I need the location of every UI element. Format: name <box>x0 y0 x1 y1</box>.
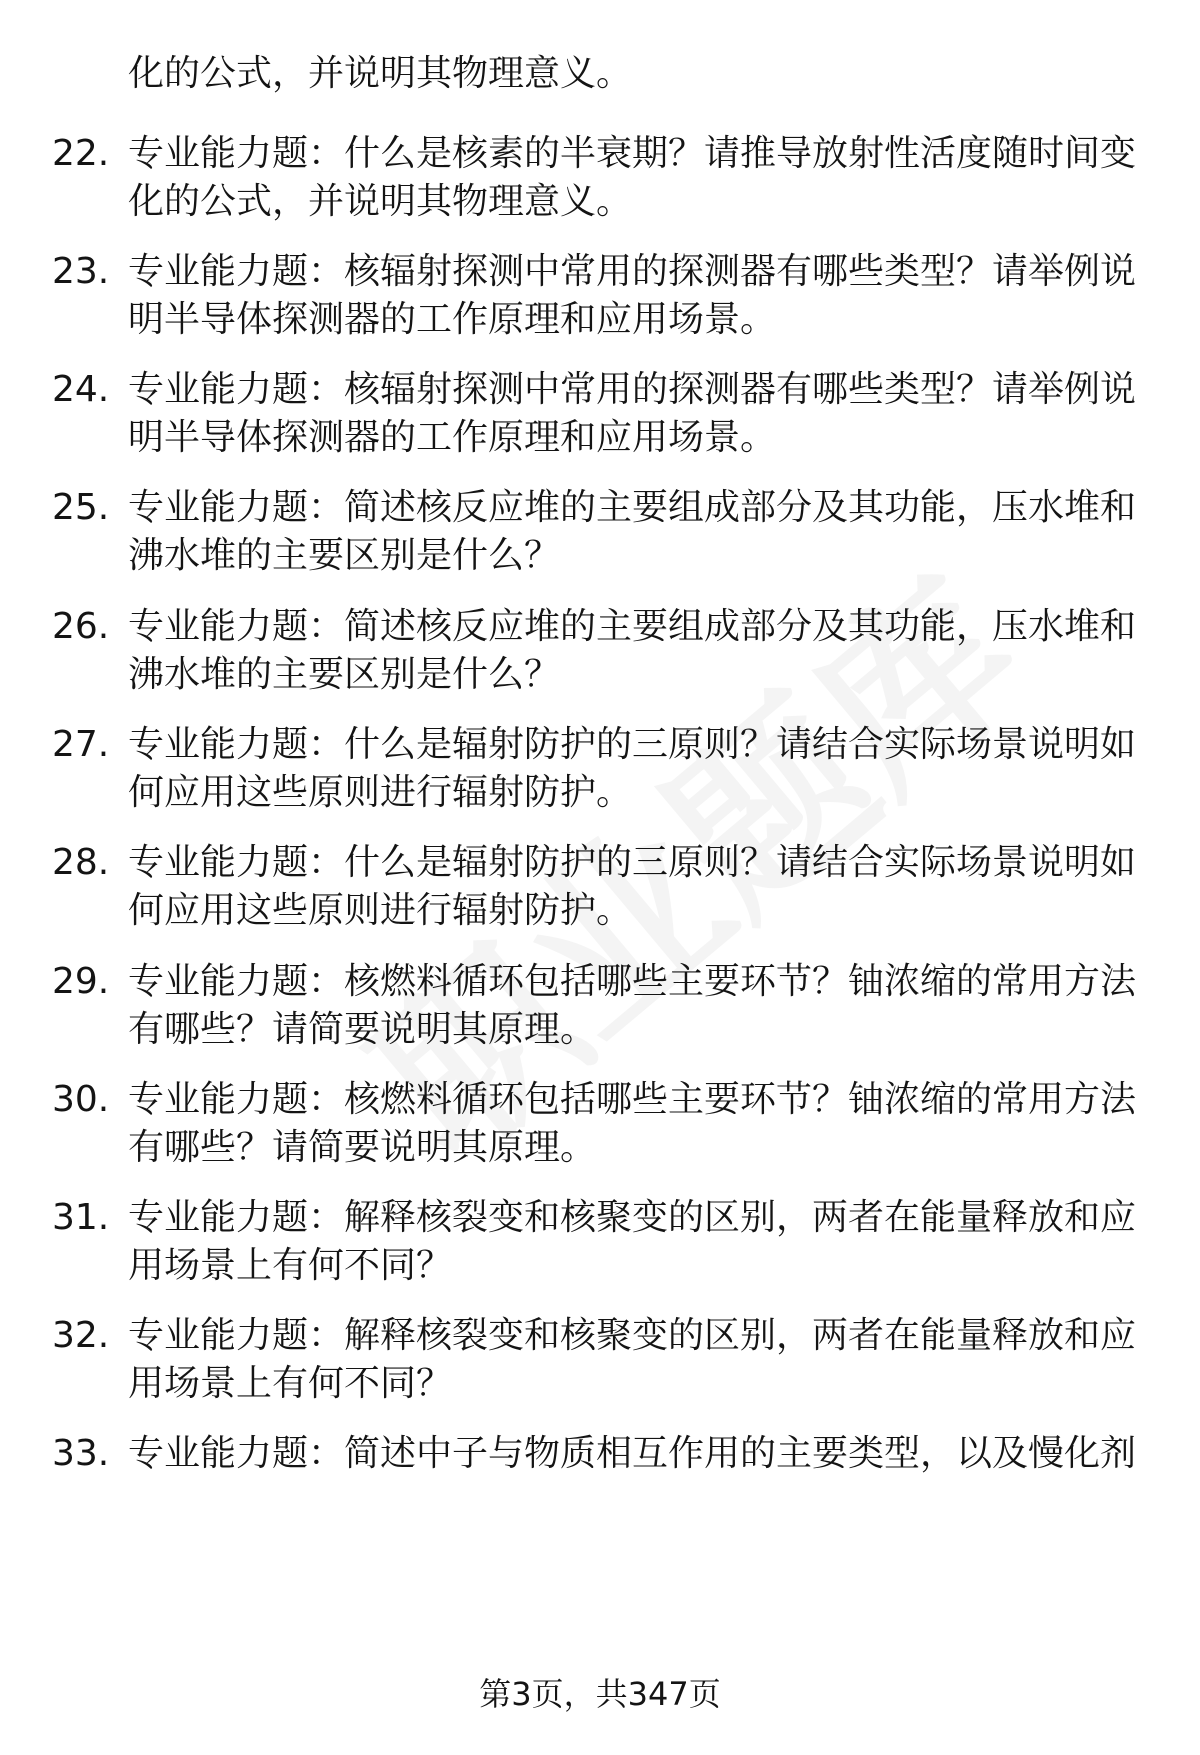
question-text-line1: 专业能力题：什么是核素的半衰期？请推导放射性活度随时间变 <box>128 133 1137 174</box>
question-text-line2: 有哪些？请简要说明其原理。 <box>128 1009 597 1050</box>
question-number: 33. <box>52 1433 110 1474</box>
question-text-line1: 专业能力题：什么是辐射防护的三原则？请结合实际场景说明如 <box>128 842 1137 883</box>
question-text-line1: 专业能力题：核燃料循环包括哪些主要环节？铀浓缩的常用方法 <box>128 1079 1137 1120</box>
question-number: 24. <box>52 369 110 410</box>
question-text-line1: 专业能力题：什么是辐射防护的三原则？请结合实际场景说明如 <box>128 724 1137 765</box>
question-text-line2: 明半导体探测器的工作原理和应用场景。 <box>128 417 777 458</box>
question-text-line2: 沸水堆的主要区别是什么？ <box>128 654 561 695</box>
question-number: 29. <box>52 961 110 1002</box>
question-text-line2: 用场景上有何不同？ <box>128 1363 453 1404</box>
question-text-line2: 何应用这些原则进行辐射防护。 <box>128 772 633 813</box>
question-text-line2: 明半导体探测器的工作原理和应用场景。 <box>128 299 777 340</box>
continuation-line: 化的公式，并说明其物理意义。 <box>128 53 633 94</box>
question-text-line1: 专业能力题：解释核裂变和核聚变的区别，两者在能量释放和应 <box>128 1315 1137 1356</box>
question-text-line1: 专业能力题：简述中子与物质相互作用的主要类型，以及慢化剂 <box>128 1433 1137 1474</box>
question-text-line2: 沸水堆的主要区别是什么？ <box>128 535 561 576</box>
question-text-line1: 专业能力题：核辐射探测中常用的探测器有哪些类型？请举例说 <box>128 251 1137 292</box>
question-number: 28. <box>52 842 110 883</box>
question-number: 32. <box>52 1315 110 1356</box>
question-text-line2: 用场景上有何不同？ <box>128 1245 453 1286</box>
question-text-line1: 专业能力题：解释核裂变和核聚变的区别，两者在能量释放和应 <box>128 1197 1137 1238</box>
question-text-line2: 化的公式，并说明其物理意义。 <box>128 181 633 222</box>
question-number: 23. <box>52 251 110 292</box>
question-text-line1: 专业能力题：简述核反应堆的主要组成部分及其功能，压水堆和 <box>128 487 1137 528</box>
question-text-line2: 何应用这些原则进行辐射防护。 <box>128 890 633 931</box>
question-number: 22. <box>52 133 110 174</box>
question-text-line1: 专业能力题：核辐射探测中常用的探测器有哪些类型？请举例说 <box>128 369 1137 410</box>
question-number: 25. <box>52 487 110 528</box>
question-number: 30. <box>52 1079 110 1120</box>
question-text-line1: 专业能力题：简述核反应堆的主要组成部分及其功能，压水堆和 <box>128 606 1137 647</box>
question-number: 31. <box>52 1197 110 1238</box>
question-number: 26. <box>52 606 110 647</box>
question-number: 27. <box>52 724 110 765</box>
question-text-line1: 专业能力题：核燃料循环包括哪些主要环节？铀浓缩的常用方法 <box>128 961 1137 1002</box>
question-text-line2: 有哪些？请简要说明其原理。 <box>128 1127 597 1168</box>
page-footer: 第3页，共347页 <box>479 1675 721 1713</box>
